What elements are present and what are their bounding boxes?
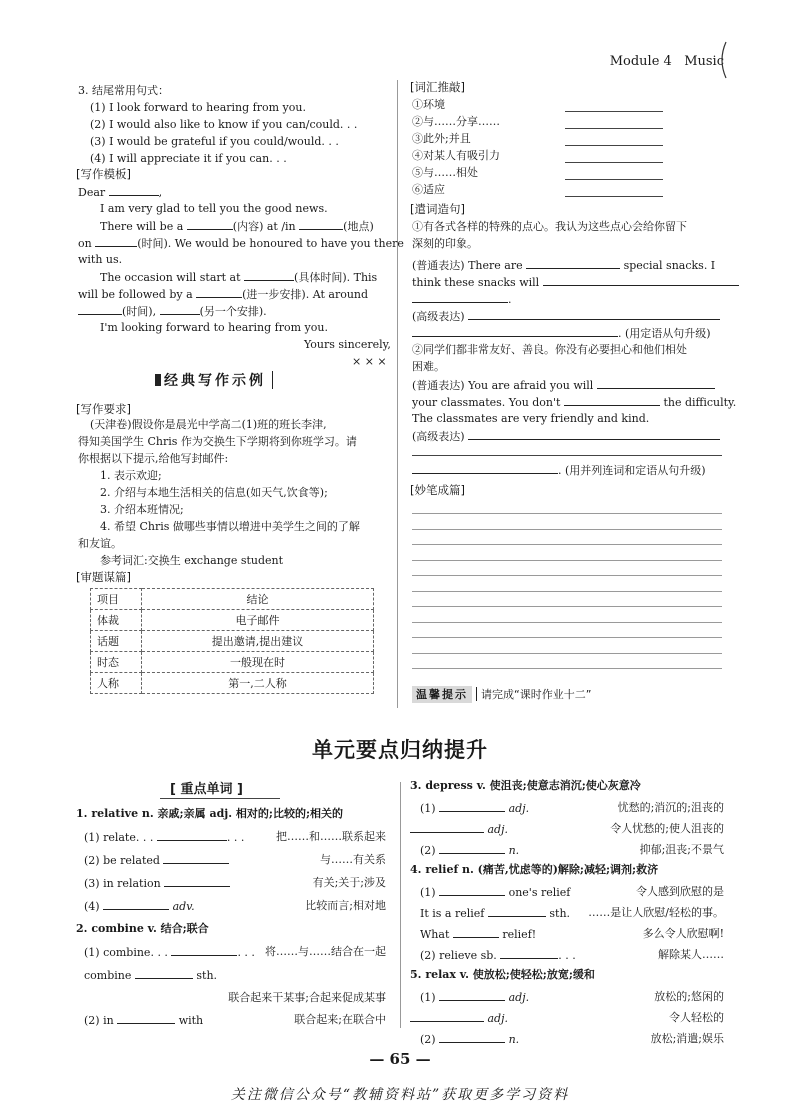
word-text: It is a relief [420, 907, 485, 920]
sentence-text: (高级表达) [412, 430, 465, 443]
word-text: relief! [502, 928, 537, 941]
word-meaning: 放松;消遣;娱乐 [650, 1032, 724, 1045]
fill-blank[interactable] [439, 1031, 505, 1043]
word-entry-combine: 2. combine v. 结合;联合 [76, 922, 209, 935]
tip-box [412, 686, 591, 702]
word-sub: (1) combine. . . . . . [84, 946, 255, 959]
word-meaning: 抑郁;沮丧;不景气 [639, 843, 724, 856]
fill-blank[interactable] [95, 235, 137, 247]
fill-blank[interactable] [526, 257, 620, 269]
essay-line[interactable] [412, 560, 722, 561]
sentence-line [412, 377, 715, 394]
vocab-answer-line[interactable] [565, 179, 663, 180]
fill-blank[interactable] [453, 926, 499, 938]
letter-line [78, 235, 404, 252]
word-text: sth. [196, 969, 218, 982]
page-header [610, 54, 724, 69]
sentence-prompt: ②同学们都非常友好、善良。你没有必要担心和他们相处 [412, 343, 687, 356]
sentence-line [412, 257, 715, 274]
header-bracket-icon [716, 40, 730, 80]
word-text: one's relief [508, 886, 571, 899]
table-cell: 话题 [91, 631, 142, 652]
requirement-line: (天津卷)假设你是晨光中学高二(1)班的班长李津, [90, 418, 327, 431]
fill-blank[interactable] [78, 303, 122, 315]
table-cell: 电子邮件 [142, 610, 374, 631]
vocab-answer-line[interactable] [565, 111, 663, 112]
essay-line[interactable] [412, 529, 722, 530]
letter-line [100, 269, 377, 286]
essay-line[interactable] [412, 653, 722, 654]
fill-blank[interactable] [157, 829, 227, 841]
word-meaning: 联合起来干某事;合起来促成某事 [228, 991, 386, 1004]
template-heading: [写作模板] [76, 167, 131, 181]
unit-title: 单元要点归纳提升 [312, 738, 488, 762]
letter-text: (进一步安排). At around [242, 288, 369, 301]
word-text: (4) [84, 900, 100, 913]
letter-text: (时间), [122, 305, 157, 318]
letter-line [100, 218, 374, 235]
vocab-item: ③此外;并且 [412, 132, 471, 145]
sentence-text: the difficulty. [663, 396, 737, 409]
sentence-text: . (用定语从句升级) [618, 327, 711, 340]
table-cell: 第一,二人称 [142, 673, 374, 694]
word-sub [84, 898, 195, 915]
word-sub: (2) relieve sb. . . . [420, 949, 576, 962]
essay-line[interactable] [412, 513, 722, 514]
requirement-heading: [写作要求] [76, 402, 131, 416]
word-text: (3) in relation [84, 877, 161, 890]
word-text: adv. [172, 900, 195, 913]
word-sub: (1) relate. . . . . . [84, 831, 245, 844]
word-meaning: 比较而言;相对地 [305, 899, 386, 912]
word-meaning: 令人忧愁的;使人沮丧的 [610, 822, 724, 835]
example-heading [155, 370, 273, 390]
word-entry-relief: 4. relief n. (痛苦,忧虑等的)解除;减轻;调剂;救济 [410, 863, 659, 876]
fill-blank[interactable] [135, 967, 193, 979]
word-meaning: 令人感到欣慰的是 [636, 885, 724, 898]
sentence-line [412, 308, 720, 325]
sentence-text: your classmates. You don't [412, 396, 561, 409]
word-sub [420, 884, 570, 901]
word-text: (2) [420, 1033, 436, 1046]
fill-blank[interactable] [117, 1012, 175, 1024]
vocab-item: ⑥适应 [412, 183, 445, 196]
fill-blank[interactable] [543, 274, 739, 286]
word-meaning: ……是让人欣慰/轻松的事。 [588, 906, 724, 919]
vocab-answer-line[interactable] [565, 145, 663, 146]
word-meaning: 将……与……结合在一起 [265, 945, 386, 958]
requirement-line: 1. 表示欢迎; [100, 469, 162, 482]
essay-line[interactable] [412, 668, 722, 669]
letter-text: (具体时间). This [294, 271, 378, 284]
word-sub [420, 926, 536, 943]
sentence-line [412, 462, 706, 479]
vocab-item: ④对某人有吸引力 [412, 149, 500, 162]
fill-blank[interactable] [597, 377, 715, 389]
essay-line[interactable] [412, 606, 722, 607]
word-text: combine [84, 969, 132, 982]
essay-line[interactable] [412, 544, 722, 545]
letter-text: (内容) at /in [232, 220, 296, 233]
fill-blank[interactable] [171, 944, 237, 956]
requirement-line: 2. 介绍与本地生活相关的信息(如天气,饮食等); [100, 486, 328, 499]
sentence-line [412, 428, 720, 445]
requirement-line: 参考词汇:交换生 exchange student [100, 554, 284, 567]
requirement-line: 得知美国学生 Chris 作为交换生下学期将到你班学习。请 [78, 435, 357, 448]
word-text: (1) [420, 991, 436, 1004]
letter-text: The occasion will start at [100, 271, 241, 284]
word-meaning: 与……有关系 [320, 853, 386, 866]
requirement-line: 你根据以下提示,给他写封邮件: [78, 452, 229, 465]
fill-blank[interactable] [439, 884, 505, 896]
page-number: — 65 — [369, 1050, 431, 1068]
word-text: (2) in [84, 1014, 114, 1027]
sentence-text: (普通表达) There are [412, 259, 523, 272]
fill-blank[interactable] [439, 842, 505, 854]
essay-line[interactable] [412, 622, 722, 623]
essay-line[interactable] [412, 591, 722, 592]
table-cell: 结论 [142, 589, 374, 610]
word-text: What [420, 928, 450, 941]
word-meaning: 令人轻松的 [669, 1011, 724, 1024]
sentence-prompt: 困难。 [412, 360, 445, 373]
essay-line[interactable] [412, 575, 722, 576]
fill-blank[interactable] [500, 947, 558, 959]
fill-blank[interactable] [244, 269, 294, 281]
word-sub [420, 842, 519, 859]
letter-text: will be followed by a [78, 288, 193, 301]
planning-heading: [审题谋篇] [76, 570, 131, 584]
word-sub [84, 852, 229, 869]
word-meaning: 把……和……联系起来 [276, 830, 386, 843]
letter-line [78, 286, 368, 303]
sentence-text: special snacks. I [623, 259, 716, 272]
sentence-text: . (用并列连词和定语从句升级) [558, 464, 706, 477]
word-sub [420, 905, 570, 922]
word-text: (1) combine. . . [84, 946, 168, 959]
fill-blank[interactable] [412, 291, 508, 303]
list-item: (3) I would be grateful if you could/would. . . [90, 135, 339, 148]
word-sub [420, 989, 529, 1006]
sentence-line [412, 274, 739, 291]
word-meaning: 多么令人欣慰啊! [642, 927, 724, 940]
word-entry-relax: 5. relax v. 使放松;使轻松;放宽;缓和 [410, 968, 595, 981]
table-row [91, 589, 374, 610]
letter-line: I'm looking forward to hearing from you. [100, 321, 328, 334]
sentence-line: . [412, 291, 512, 308]
word-meaning: 有关;关于;涉及 [312, 876, 386, 889]
word-sub [420, 1031, 519, 1048]
word-entry-relative: 1. relative n. 亲戚;亲属 adj. 相对的;比较的;相关的 [76, 807, 344, 820]
table-cell: 体裁 [91, 610, 142, 631]
word-text: with [178, 1014, 204, 1027]
fill-blank[interactable] [412, 325, 618, 337]
requirement-line: 3. 介绍本班情况; [100, 503, 184, 516]
essay-line[interactable] [412, 637, 722, 638]
fill-blank[interactable] [410, 1010, 484, 1022]
fill-blank[interactable] [164, 875, 230, 887]
word-text: n. [508, 1033, 520, 1046]
planning-table [90, 588, 374, 694]
table-row [91, 652, 374, 673]
list-item: (1) I look forward to hearing from you. [90, 101, 306, 114]
fill-blank[interactable] [468, 428, 720, 440]
table-cell: 一般现在时 [142, 652, 374, 673]
word-sub [84, 875, 230, 892]
letter-text: (地点) [343, 220, 374, 233]
word-sub [84, 1012, 203, 1029]
key-words-heading: [ 重点单词 ] [170, 782, 243, 797]
vocab-item: ⑤与……相处 [412, 166, 478, 179]
letter-line: with us. [78, 253, 123, 266]
letter-text: Dear [78, 186, 106, 199]
sentence-prompt: ①有各式各样的特殊的点心。我认为这些点心会给你留下 [412, 220, 687, 233]
word-meaning: 忧愁的;消沉的;沮丧的 [617, 801, 724, 814]
essay-heading: [妙笔成篇] [410, 483, 465, 497]
word-sub [410, 821, 508, 838]
requirement-line: 4. 希望 Chris 做哪些事情以增进中美学生之间的了解 [100, 520, 360, 533]
word-sub [410, 1010, 508, 1027]
fill-blank[interactable] [564, 394, 660, 406]
sentence-line: The classmates are very friendly and kind. [412, 412, 650, 425]
word-text: adj. [508, 802, 530, 815]
bookmark-icon [155, 374, 161, 386]
fill-blank[interactable] [410, 821, 484, 833]
word-text: adj. [487, 1012, 509, 1025]
fill-blank[interactable] [187, 218, 233, 230]
sentence-text: think these snacks will [412, 276, 540, 289]
module-label: Module 4 [609, 54, 672, 69]
word-text: (1) [420, 802, 436, 815]
fill-blank[interactable] [468, 308, 720, 320]
fill-blank[interactable] [488, 905, 546, 917]
heading-underline [160, 798, 280, 799]
column-divider [397, 80, 398, 708]
unit-divider [400, 782, 401, 1028]
table-row [91, 673, 374, 694]
word-text: (1) relate. . . [84, 831, 154, 844]
vocab-heading: [词汇推敲] [410, 80, 465, 94]
letter-text: (时间). We would be honoured to have you there [137, 237, 404, 250]
sentence-prompt: 深刻的印象。 [412, 237, 478, 250]
word-text: (2) [420, 844, 436, 857]
fill-blank[interactable] [439, 800, 505, 812]
closing-sentences-title: 3. 结尾常用句式： [78, 84, 169, 97]
word-meaning: 放松的;悠闲的 [654, 990, 724, 1003]
vocab-answer-line[interactable] [565, 162, 663, 163]
letter-line: Dear , [78, 186, 163, 199]
table-cell: 时态 [91, 652, 142, 673]
fill-blank[interactable] [299, 218, 343, 230]
fill-blank[interactable] [196, 286, 242, 298]
word-text: adj. [508, 991, 530, 1004]
sentence-line [412, 394, 736, 411]
word-text: (2) relieve sb. [420, 949, 497, 962]
table-row [91, 631, 374, 652]
list-item: (2) I would also like to know if you can/could. . . [90, 118, 358, 131]
letter-line: I am very glad to tell you the good news. [100, 202, 328, 215]
letter-text: (另一个安排). [199, 305, 267, 318]
vocab-answer-line[interactable] [565, 196, 663, 197]
fill-blank[interactable] [109, 184, 159, 196]
letter-signature: × × × [352, 355, 387, 368]
tip-label: 温馨提示 [412, 686, 472, 703]
topic-label: Music [684, 54, 724, 69]
sentence-heading: [遣词造句] [410, 202, 465, 216]
example-title-text: 经典写作示例 [164, 373, 266, 389]
vocab-answer-line[interactable] [565, 128, 663, 129]
letter-line [78, 303, 267, 320]
requirement-line: 和友谊。 [78, 537, 122, 550]
sentence-text: (普通表达) You are afraid you will [412, 379, 594, 392]
vocab-item: ①环境 [412, 98, 445, 111]
word-text: adj. [487, 823, 509, 836]
vocab-item: ②与……分享…… [412, 115, 500, 128]
fill-blank[interactable] [163, 852, 229, 864]
tip-text: 请完成“课时作业十二” [481, 688, 592, 701]
word-text: (2) be related [84, 854, 160, 867]
fill-blank[interactable] [412, 462, 558, 474]
word-text: n. [508, 844, 520, 857]
table-row [91, 610, 374, 631]
letter-closing: Yours sincerely, [304, 338, 391, 351]
footer-note: 关注微信公众号“教辅资料站”获取更多学习资料 [230, 1087, 570, 1103]
fill-blank[interactable] [160, 303, 200, 315]
word-text: sth. [549, 907, 571, 920]
key-words-text: 重点单词 [180, 782, 233, 797]
word-text: (1) [420, 886, 436, 899]
table-cell: 人称 [91, 673, 142, 694]
word-meaning: 联合起来;在联合中 [294, 1013, 386, 1026]
letter-text: There will be a [100, 220, 184, 233]
answer-line[interactable] [412, 455, 722, 456]
fill-blank[interactable] [103, 898, 169, 910]
table-cell: 提出邀请,提出建议 [142, 631, 374, 652]
word-meaning: 解除某人…… [658, 948, 724, 961]
fill-blank[interactable] [439, 989, 505, 1001]
sentence-line [412, 325, 711, 342]
list-item: (4) I will appreciate it if you can. . . [90, 152, 287, 165]
word-entry-depress: 3. depress v. 使沮丧;使意志消沉;使心灰意冷 [410, 779, 641, 792]
letter-text: on [78, 237, 92, 250]
word-sub [420, 800, 529, 817]
table-cell: 项目 [91, 589, 142, 610]
sentence-text: (高级表达) [412, 310, 465, 323]
word-sub [84, 967, 217, 984]
